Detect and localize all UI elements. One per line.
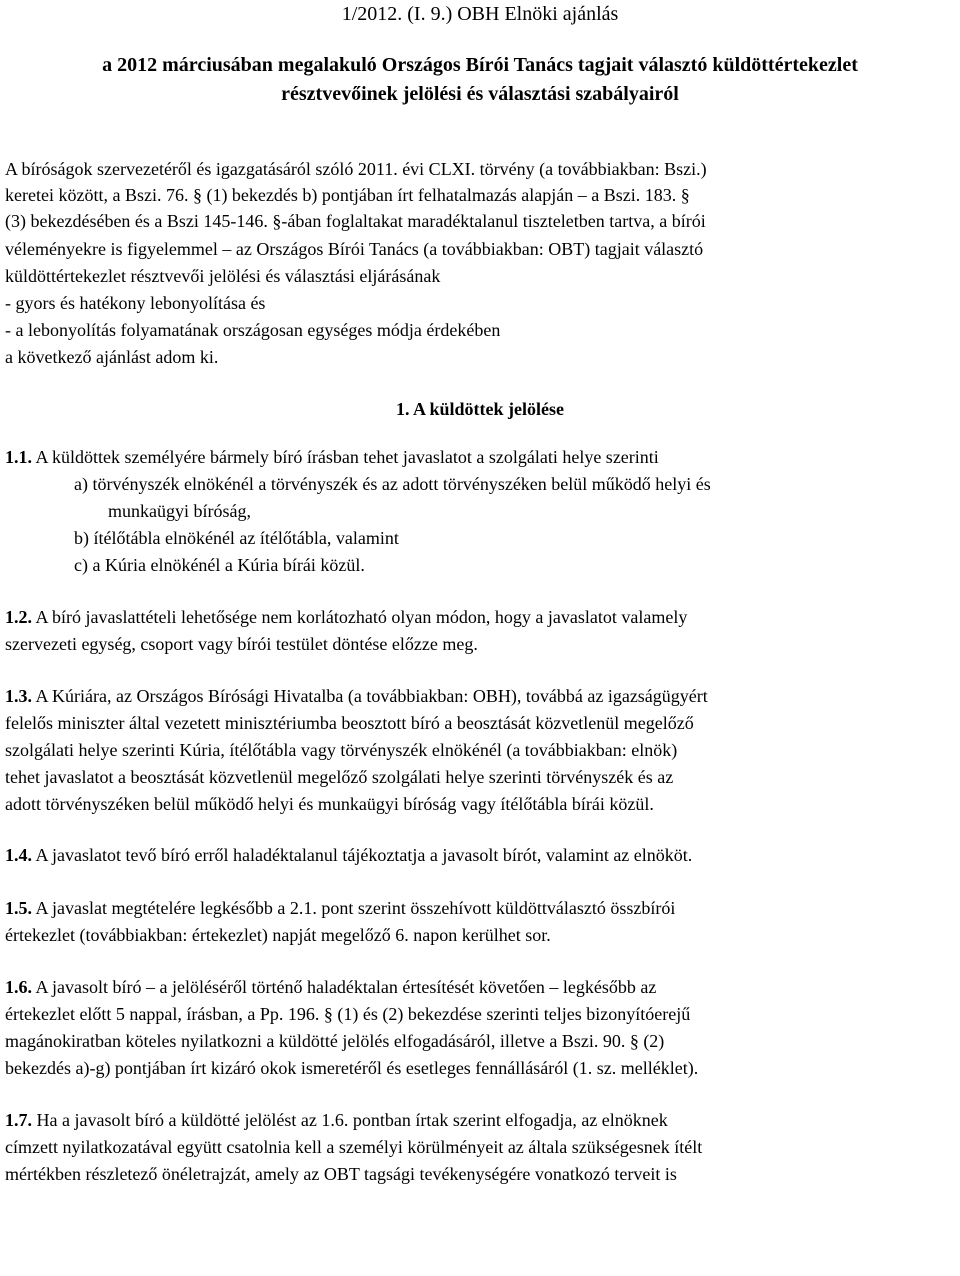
paragraph-text: Ha a javasolt bíró a küldötté jelölést az 1.6. pontban írtak szerint elfogadja, az elnöknek [36, 1110, 668, 1130]
paragraph-number: 1.4. [5, 845, 32, 865]
paragraph-1-1 [5, 445, 659, 471]
section-heading: 1. A küldöttek jelölése [395, 399, 564, 419]
preamble-line: (3) bekezdésében és a Bszi 145-146. §-ában foglaltakat maradéktalanul tiszteletben tartva, a bírói [5, 211, 706, 231]
list-item-c: c) a Kúria elnökénél a Kúria bírái közül. [74, 555, 365, 575]
paragraph-number: 1.6. [5, 977, 32, 997]
document-number: 1/2012. (I. 9.) OBH Elnöki ajánlás [341, 3, 619, 25]
paragraph-text: magánokiratban köteles nyilatkozni a küldötté jelölés elfogadásáról, illetve a Bszi. 90. § (2) [5, 1031, 665, 1051]
paragraph-text: A bíró javaslattételi lehetősége nem korlátozható olyan módon, hogy a javaslatot valamely [35, 607, 688, 627]
paragraph-text: értekezlet (továbbiakban: értekezlet) napját megelőző 6. napon kerülhet sor. [5, 925, 551, 945]
paragraph-text: A javasolt bíró – a jelöléséről történő haladéktalan értesítését követően – legkésőbb az [35, 977, 657, 997]
paragraph-1-2 [5, 605, 687, 631]
list-item-a: a) törvényszék elnökénél a törvényszék és az adott törvényszéken belül működő helyi és [74, 474, 711, 494]
preamble-line: A bíróságok szervezetéről és igazgatásáról szóló 2011. évi CLXI. törvény (a továbbiakban: Bszi.) [5, 159, 707, 179]
paragraph-text: szolgálati helye szerinti Kúria, ítélőtábla vagy törvényszék elnökénél (a továbbiakban: elnök) [5, 740, 678, 760]
preamble-line: küldöttértekezlet résztvevői jelölési és választási eljárásának [5, 266, 441, 286]
list-item-b: b) ítélőtábla elnökénél az ítélőtábla, valamint [74, 528, 399, 548]
document-subtitle-line-2: résztvevőinek jelölési és választási szabályairól [281, 83, 679, 105]
paragraph-number: 1.2. [5, 607, 32, 627]
paragraph-text: bekezdés a)-g) pontjában írt kizáró okok ismeretéről és esetleges fennállásáról (1. sz. melléklet). [5, 1058, 699, 1078]
paragraph-text: A javaslat megtételére legkésőbb a 2.1. pont szerint összehívott küldöttválasztó összbírói [35, 898, 676, 918]
paragraph-text: A küldöttek személyére bármely bíró írásban tehet javaslatot a szolgálati helye szerinti [35, 447, 659, 467]
paragraph-1-6 [5, 975, 656, 1001]
document-subtitle-line-1: a 2012 márciusában megalakuló Országos Bírói Tanács tagjait választó küldöttértekezlet [102, 54, 858, 76]
paragraph-text: tehet javaslatot a beosztását közvetlenül megelőző szolgálati helye szerinti törvényszék és az [5, 767, 674, 787]
paragraph-1-3 [5, 684, 708, 710]
paragraph-number: 1.3. [5, 686, 32, 706]
preamble-bullet: - gyors és hatékony lebonyolítása és [5, 293, 266, 313]
preamble-line: véleményekre is figyelemmel – az Országos Bírói Tanács (a továbbiakban: OBT) tagjait választó [5, 239, 704, 259]
paragraph-text: felelős miniszter által vezetett minisztériumba beosztott bíró a beosztását közvetlenül megelőző [5, 713, 694, 733]
list-item-a-continued: munkaügyi bíróság, [108, 501, 251, 521]
paragraph-1-5 [5, 896, 675, 922]
paragraph-text: értekezlet előtt 5 nappal, írásban, a Pp. 196. § (1) és (2) bekezdése szerinti teljes bizonyítóerejű [5, 1004, 691, 1024]
paragraph-text: A javaslatot tevő bíró erről haladéktalanul tájékoztatja a javasolt bírót, valamint az elnököt. [35, 845, 693, 865]
paragraph-1-4 [5, 843, 692, 869]
paragraph-1-7 [5, 1108, 668, 1134]
paragraph-text: szervezeti egység, csoport vagy bírói testület döntése előzze meg. [5, 634, 478, 654]
preamble-line: a következő ajánlást adom ki. [5, 347, 219, 367]
paragraph-text: adott törvényszéken belül működő helyi és munkaügyi bíróság vagy ítélőtábla bírái közül. [5, 794, 654, 814]
preamble-bullet: - a lebonyolítás folyamatának országosan egységes módja érdekében [5, 320, 501, 340]
paragraph-text: A Kúriára, az Országos Bírósági Hivatalba (a továbbiakban: OBH), továbbá az igazságügyért [35, 686, 708, 706]
paragraph-number: 1.1. [5, 447, 32, 467]
paragraph-text: mértékben részletező önéletrajzát, amely az OBT tagsági tevékenységére vonatkozó terveit is [5, 1164, 677, 1184]
paragraph-number: 1.7. [5, 1110, 32, 1130]
preamble-line: keretei között, a Bszi. 76. § (1) bekezdés b) pontjában írt felhatalmazás alapján – a Bszi. 183. § [5, 185, 690, 205]
paragraph-text: címzett nyilatkozatával együtt csatolnia kell a személyi körülményeit az általa szükségesnek ítélt [5, 1137, 703, 1157]
paragraph-number: 1.5. [5, 898, 32, 918]
